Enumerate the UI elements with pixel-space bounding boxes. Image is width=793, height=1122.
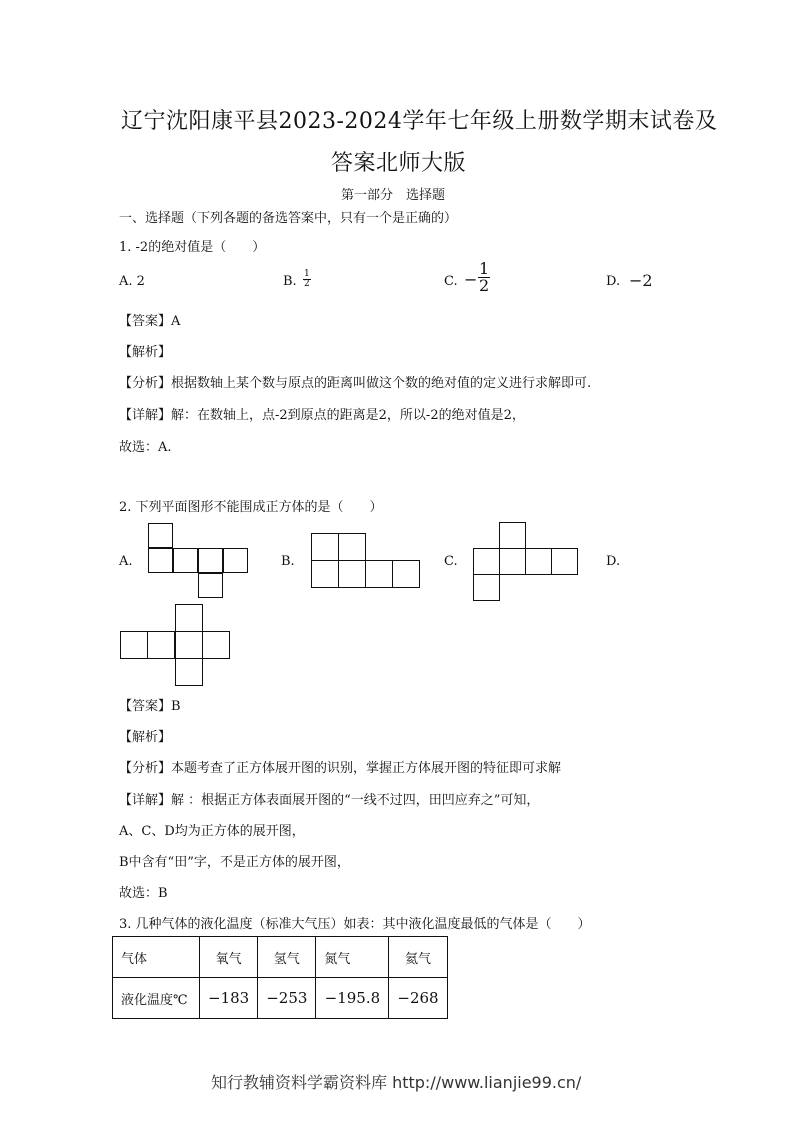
net-a-square bbox=[198, 548, 223, 573]
q2-stem: 2. 下列平面图形不能围成正方体的是（ ） bbox=[119, 500, 383, 515]
q2-option-c-label: C. bbox=[444, 554, 458, 569]
q2-xiangjie: 【详解】解 ：根据正方体表面展开图的“一线不过四，田凹应弃之”可知， bbox=[119, 793, 540, 808]
table-cell: 液化温度℃ bbox=[113, 978, 200, 1019]
q1-analysis-heading: 【解析】 bbox=[119, 345, 172, 360]
net-b-square bbox=[338, 560, 366, 588]
net-a-square bbox=[173, 548, 198, 573]
q2-explain-line2: B中含有“田”字，不是正方体的展开图， bbox=[119, 855, 350, 870]
q1-option-c-sign: − bbox=[464, 270, 478, 289]
table-row bbox=[113, 978, 448, 1019]
q1-b-numerator: 1 bbox=[304, 269, 310, 279]
gas-liquefaction-table bbox=[112, 936, 448, 1019]
part-heading: 第一部分 选择题 bbox=[341, 188, 446, 203]
table-header-cell: 气体 bbox=[113, 937, 200, 978]
net-b-square bbox=[392, 560, 420, 588]
net-c-square bbox=[525, 548, 552, 575]
net-d-square bbox=[175, 631, 203, 659]
net-a-square bbox=[148, 523, 173, 548]
net-d-square bbox=[147, 631, 175, 659]
q1-fenxi: 【分析】根据数轴上某个数与原点的距离叫做这个数的绝对值的定义进行求解即可. bbox=[119, 376, 592, 391]
section-heading: 一、选择题（下列各题的备选答案中，只有一个是正确的） bbox=[119, 211, 458, 226]
q2-answer: 【答案】B bbox=[119, 699, 181, 714]
q2-explain-line1: A、C、D均为正方体的展开图， bbox=[119, 824, 305, 839]
q1-b-denominator: 2 bbox=[304, 279, 310, 289]
q1-stem: 1. -2的绝对值是（ ） bbox=[119, 240, 266, 255]
q1-c-denominator: 2 bbox=[479, 276, 490, 295]
footer-source: 知行教辅资料学霸资料库 http://www.lianjie99.cn/ bbox=[211, 1073, 582, 1092]
q1-option-b-fraction bbox=[303, 270, 311, 289]
q1-conclusion: 故选：A. bbox=[119, 440, 172, 455]
q2-fenxi: 【分析】本题考查了正方体展开图的识别，掌握正方体展开图的特征即可求解 bbox=[119, 761, 562, 776]
table-row bbox=[113, 937, 448, 978]
q1-xiangjie: 【详解】解：在数轴上，点-2到原点的距离是2，所以-2的绝对值是2， bbox=[119, 408, 525, 423]
net-c-square bbox=[551, 548, 578, 575]
table-cell: −183 bbox=[200, 978, 258, 1019]
q3-stem: 3. 几种气体的液化温度（标准大气压）如表：其中液化温度最低的气体是（ ） bbox=[119, 917, 591, 932]
table-cell: −268 bbox=[389, 978, 447, 1019]
net-c-square bbox=[499, 522, 526, 549]
q2-option-a-label: A. bbox=[119, 554, 133, 569]
table-cell: −253 bbox=[258, 978, 316, 1019]
table-header-cell: 氧气 bbox=[200, 937, 258, 978]
q1-c-numerator: 1 bbox=[479, 259, 490, 278]
net-a-square bbox=[198, 573, 223, 598]
q1-option-d-label: D. bbox=[606, 274, 621, 289]
net-d-square bbox=[175, 604, 203, 632]
net-b-square bbox=[365, 560, 393, 588]
table-header-cell: 氦气 bbox=[389, 937, 447, 978]
q1-option-b-label: B. bbox=[283, 274, 297, 289]
q1-option-c-fraction bbox=[478, 261, 490, 294]
q1-answer: 【答案】A bbox=[119, 314, 181, 329]
net-a-square bbox=[148, 548, 173, 573]
net-c-square bbox=[473, 574, 500, 601]
table-header-cell: 氮气 bbox=[316, 937, 389, 978]
doc-title-line2: 答案北师大版 bbox=[331, 151, 467, 176]
net-a-square bbox=[223, 548, 248, 573]
net-d-square bbox=[202, 631, 230, 659]
q2-option-d-label: D. bbox=[606, 554, 621, 569]
q1-option-c-label: C. bbox=[444, 274, 458, 289]
q2-conclusion: 故选：B bbox=[119, 886, 168, 901]
net-c-square bbox=[499, 548, 526, 575]
doc-title-line1: 辽宁沈阳康平县2023-2024学年七年级上册数学期末试卷及 bbox=[121, 109, 718, 134]
table-cell: −195.8 bbox=[316, 978, 389, 1019]
q1-option-d-value: −2 bbox=[629, 271, 653, 290]
net-b-square bbox=[311, 560, 339, 588]
net-b-square bbox=[338, 533, 366, 561]
net-b-square bbox=[311, 533, 339, 561]
q1-option-a: A. 2 bbox=[119, 274, 145, 289]
net-d-square bbox=[175, 658, 203, 686]
net-c-square bbox=[473, 548, 500, 575]
net-d-square bbox=[120, 631, 148, 659]
q2-option-b-label: B. bbox=[281, 554, 295, 569]
table-header-cell: 氢气 bbox=[258, 937, 316, 978]
q2-analysis-heading: 【解析】 bbox=[119, 730, 172, 745]
